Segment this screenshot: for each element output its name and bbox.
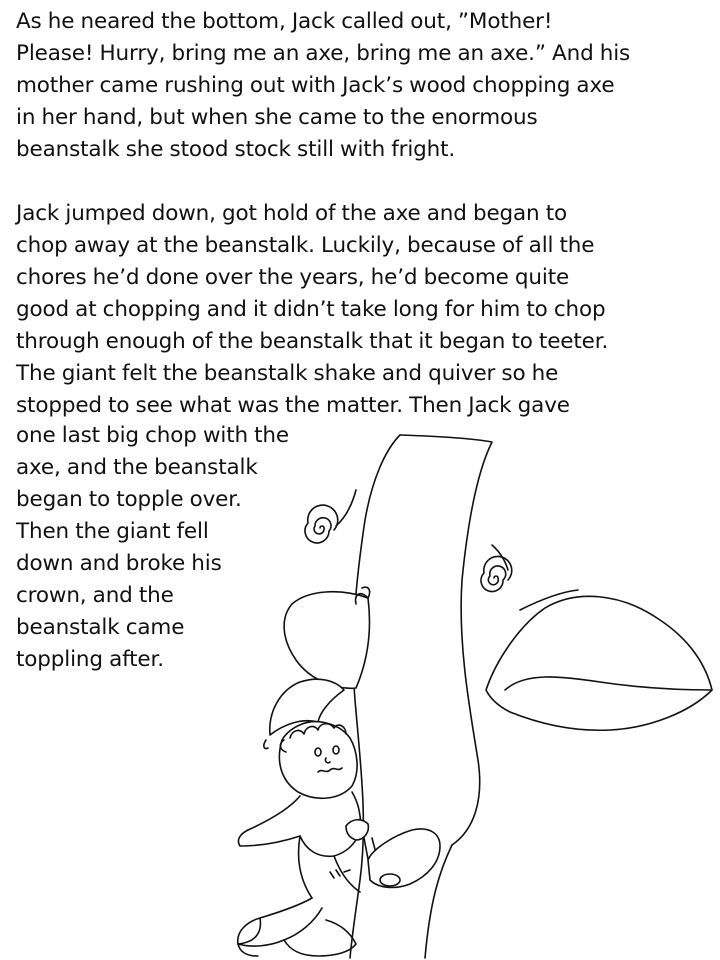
jack-character — [238, 679, 369, 956]
text-line: axe, and the beanstalk — [16, 455, 258, 480]
text-line: began to topple over. — [16, 487, 242, 512]
text-line: Jack jumped down, got hold of the axe and began to — [16, 201, 568, 226]
text-line: through enough of the beanstalk that it began to teeter. — [16, 329, 609, 354]
text-line: Please! Hurry, bring me an axe, bring me an axe.” And his — [16, 41, 631, 66]
axe-icon — [364, 829, 440, 888]
text-line: chop away at the beanstalk. Luckily, because of all the — [16, 233, 595, 258]
text-line: mother came rushing out with Jack’s wood chopping axe — [16, 73, 615, 98]
text-line: Then the giant fell — [16, 519, 209, 544]
text-line: chores he’d done over the years, he’d become quite — [16, 265, 570, 290]
tendril-spiral-icon — [305, 490, 356, 543]
text-line: beanstalk she stood stock still with fright. — [16, 137, 456, 162]
text-line: in her hand, but when she came to the enormous — [16, 105, 538, 130]
beanstalk-leaf — [486, 590, 712, 730]
text-line: As he neared the bottom, Jack called out, ”Mother! — [16, 9, 553, 34]
text-line: The giant felt the beanstalk shake and quiver so he — [16, 361, 559, 386]
chop-marks-icon — [330, 870, 350, 878]
text-line: stopped to see what was the matter. Then Jack gave — [16, 393, 570, 418]
text-line: crown, and the — [16, 583, 174, 608]
tendril-spiral-icon — [481, 545, 512, 592]
beanstalk-leaf — [284, 587, 369, 688]
text-line: down and broke his — [16, 551, 222, 576]
text-line: good at chopping and it didn’t take long for him to chop — [16, 297, 606, 322]
text-line: one last big chop with the — [16, 423, 289, 448]
text-line: beanstalk came — [16, 615, 185, 640]
text-line: toppling after. — [16, 647, 164, 672]
